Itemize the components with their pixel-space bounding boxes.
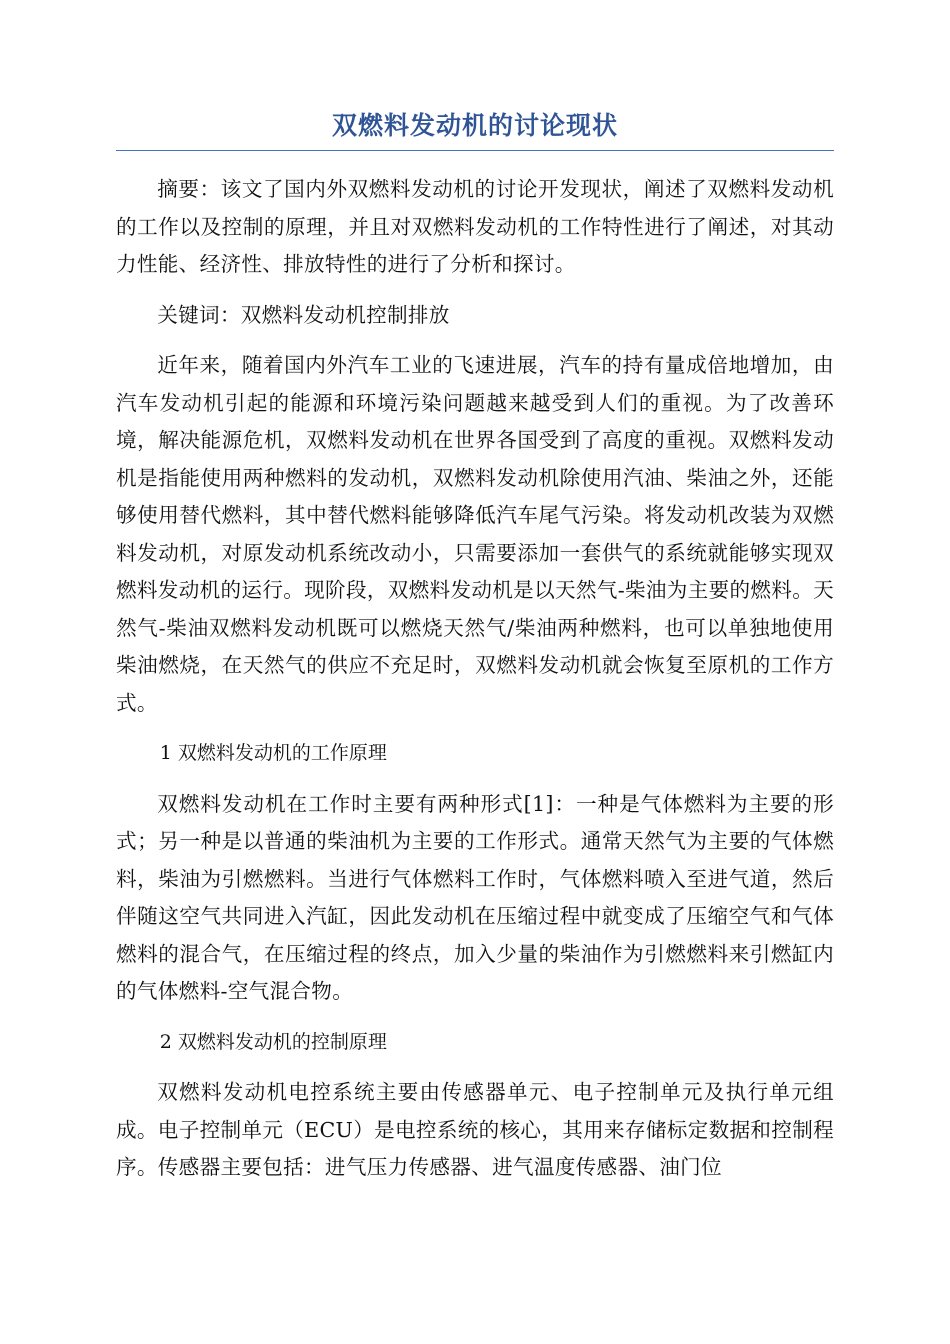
intro-paragraph: 近年来，随着国内外汽车工业的飞速进展，汽车的持有量成倍地增加，由汽车发动机引起的能源和环境污染问题越来越受到人们的重视。为了改善环境，解决能源危机，双燃料发动机在世界各国受到了高度的重视。双燃料发动机是指能使用两种燃料的发动机，双燃料发动机除使用汽油、柴油之外，还能够使用替代燃料，其中替代燃料能够降低汽车尾气污染。将发动机改装为双燃料发动机，对原发动机系统改动小，只需要添加一套供气的系统就能够实现双燃料发动机的运行。现阶段，双燃料发动机是以天然气-柴油为主要的燃料。天然气-柴油双燃料发动机既可以燃烧天然气/柴油两种燃料，也可以单独地使用柴油燃烧，在天然气的供应不充足时，双燃料发动机就会恢复至原机的工作方式。 bbox=[116, 353, 834, 715]
abstract-paragraph: 摘要：该文了国内外双燃料发动机的讨论开发现状，阐述了双燃料发动机的工作以及控制的原理，并且对双燃料发动机的工作特性进行了阐述，对其动力性能、经济性、排放特性的进行了分析和探讨。 bbox=[116, 177, 834, 276]
document-body bbox=[116, 171, 834, 1187]
document-title: 双燃料发动机的讨论现状 bbox=[116, 108, 834, 151]
section-2-heading: 2 双燃料发动机的控制原理 bbox=[159, 1030, 387, 1053]
document-page bbox=[116, 108, 834, 1200]
section-2-paragraph: 双燃料发动机电控系统主要由传感器单元、电子控制单元及执行单元组成。电子控制单元（ECU）是电控系统的核心，其用来存储标定数据和控制程序。传感器主要包括：进气压力传感器、进气温度传感器、油门位 bbox=[116, 1080, 834, 1179]
section-1-paragraph: 双燃料发动机在工作时主要有两种形式[1]：一种是气体燃料为主要的形式；另一种是以普通的柴油机为主要的工作形式。通常天然气为主要的气体燃料，柴油为引燃燃料。当进行气体燃料工作时，气体燃料喷入至进气道，然后伴随这空气共同进入汽缸，因此发动机在压缩过程中就变成了压缩空气和气体燃料的混合气，在压缩过程的终点，加入少量的柴油作为引燃燃料来引燃缸内的气体燃料-空气混合物。 bbox=[116, 791, 834, 1003]
keywords-paragraph: 关键词：双燃料发动机控制排放 bbox=[157, 302, 450, 327]
section-1-heading: 1 双燃料发动机的工作原理 bbox=[159, 742, 387, 764]
